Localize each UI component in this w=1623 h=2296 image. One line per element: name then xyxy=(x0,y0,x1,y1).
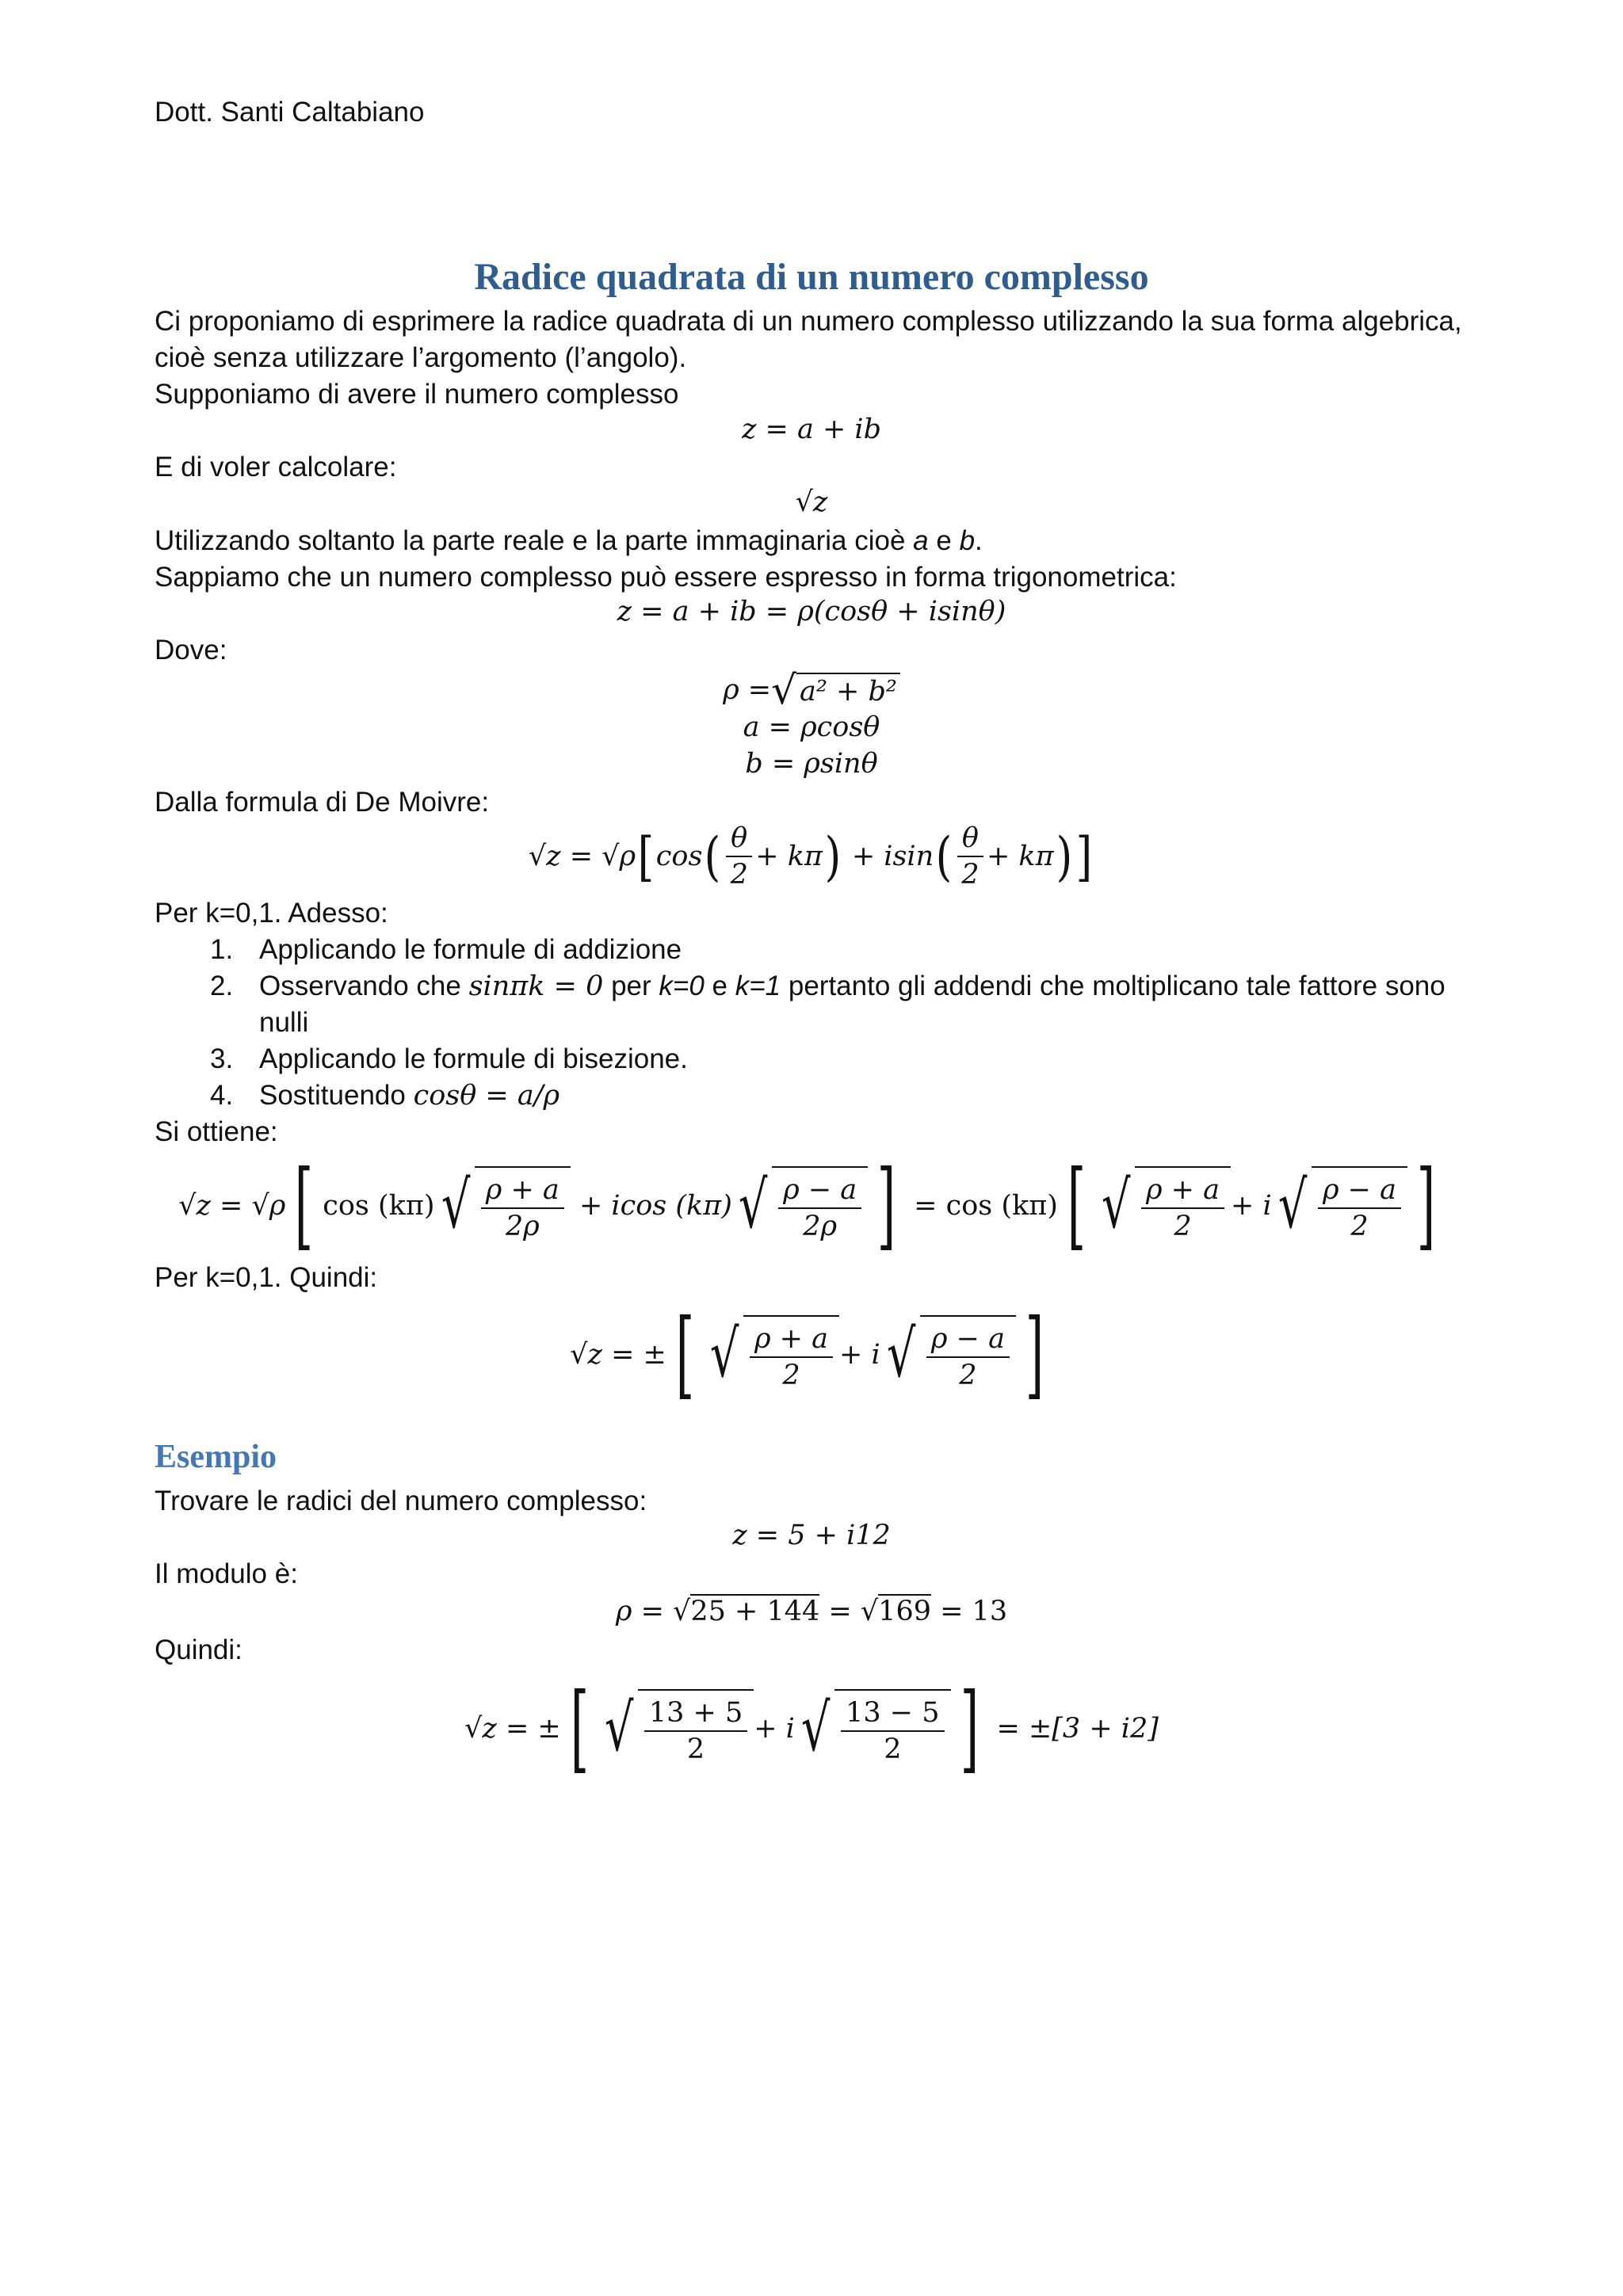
text-k-quindi: Per k=0,1. Quindi: xyxy=(155,1262,378,1293)
text-quindi: Quindi: xyxy=(155,1634,242,1665)
demoivre-lhs: √z = √ρ xyxy=(528,841,636,872)
period: . xyxy=(975,525,983,556)
ex-final-lhs: √z = ± xyxy=(464,1713,561,1745)
equation-final xyxy=(0,1299,1623,1410)
ex-rho-lhs: ρ = √ xyxy=(615,1596,691,1627)
word-e: e xyxy=(928,525,960,556)
intro-line-1: Ci proponiamo di esprimere la radice quadrata di un numero complesso utilizzando la sua forma algebrica, xyxy=(155,306,1462,337)
sqrt-13-minus-5: √ $\frac{13 - 5}{2}$ xyxy=(795,1689,951,1768)
paren-close-2: ) xyxy=(1056,826,1072,887)
demoivre-cos: cos xyxy=(655,841,703,872)
equation-example-rho xyxy=(0,1596,1623,1627)
math-sinpik: sinπk = 0 xyxy=(468,971,604,1002)
big-eq-cos: = cos (kπ) xyxy=(914,1190,1058,1222)
intro-line-2: cioè senza utilizzare l’argomento (l’angolo). xyxy=(155,342,687,373)
steps-list xyxy=(210,932,1445,1114)
text-si-ottiene: Si ottiene: xyxy=(155,1116,278,1147)
page-title: Radice quadrata di un numero complesso xyxy=(474,256,1149,298)
bracket-close-2: ] xyxy=(1416,1150,1436,1261)
equation-rho xyxy=(0,667,1623,713)
ex-rho-mid: = √ xyxy=(819,1596,879,1627)
sqrt-rho-plus-a-2: √ $\frac{\rho + a}{2}$ xyxy=(1095,1166,1231,1245)
paren-close: ) xyxy=(824,826,842,887)
big-lhs: √z = √ρ xyxy=(178,1190,286,1222)
bracket-close: ] xyxy=(960,1673,979,1783)
ex-final-plus-i: + i xyxy=(754,1713,795,1745)
fraction-theta-2: $\frac{\theta}{2}$ xyxy=(726,821,752,892)
equation-z: z = a + ib xyxy=(741,414,882,445)
bracket-open-2: [ xyxy=(1067,1150,1086,1261)
equation-trig: z = a + ib = ρ(cosθ + isinθ) xyxy=(617,596,1006,627)
demoivre-kpi-2: + kπ xyxy=(986,841,1054,872)
equation-sqrt-z: √z xyxy=(795,486,828,518)
ex-final-result: = ±[3 + i2] xyxy=(996,1713,1159,1745)
radical-sign: √ xyxy=(771,667,796,713)
final-lhs: √z = ± xyxy=(570,1339,666,1371)
text-trovare: Trovare le radici del numero complesso: xyxy=(155,1486,647,1516)
big-plus-i: + i xyxy=(1231,1190,1272,1222)
paren-open: ( xyxy=(704,826,721,887)
list-item: 1. Applicando le formule di addizione xyxy=(210,934,682,965)
section-heading-esempio: Esempio xyxy=(155,1439,277,1475)
sqrt-rho-minus-a-2rho: √ $\frac{\rho - a}{2\rho}$ xyxy=(732,1166,868,1245)
equation-big xyxy=(0,1150,1623,1261)
author-header: Dott. Santi Caltabiano xyxy=(155,97,425,128)
final-plus-i: + i xyxy=(839,1339,880,1371)
ex-rho-end: = 13 xyxy=(930,1596,1008,1627)
bracket-open: [ xyxy=(570,1673,589,1783)
equation-b: b = ρsinθ xyxy=(745,748,878,780)
equation-a: a = ρcosθ xyxy=(743,711,880,743)
eq-rho-lhs: ρ = xyxy=(723,674,772,706)
list-item: 4. Sostituendo cosθ = a/ρ xyxy=(210,1080,560,1112)
bracket-open: [ xyxy=(637,826,655,887)
paren-open-2: ( xyxy=(935,826,953,887)
text-modulo: Il modulo è: xyxy=(155,1558,298,1589)
intro-line-3: Supponiamo di avere il numero complesso xyxy=(155,379,679,410)
big-cos-kpi: cos (kπ) xyxy=(323,1190,435,1222)
list-item: 3. Applicando le formule di bisezione. xyxy=(210,1043,688,1074)
bracket-open: [ xyxy=(675,1299,694,1409)
text-demoivre: Dalla formula di De Moivre: xyxy=(155,787,490,818)
ex-rho-radicand-1: 25 + 144 xyxy=(690,1596,820,1627)
fraction-theta-2b: $\frac{\theta}{2}$ xyxy=(957,821,983,892)
demoivre-kpi: + kπ xyxy=(755,841,823,872)
text-dove: Dove: xyxy=(155,635,227,666)
sqrt-13-plus-5: √ $\frac{13 + 5}{2}$ xyxy=(598,1689,754,1768)
math-costheta: cosθ = a/ρ xyxy=(413,1080,560,1112)
list-item-continuation: nulli xyxy=(259,1007,309,1038)
demoivre-isin: + isin xyxy=(851,841,934,872)
equation-demoivre xyxy=(0,821,1623,892)
var-b: b xyxy=(959,525,976,556)
text-k-adesso: Per k=0,1. Adesso: xyxy=(155,898,388,929)
sqrt-final-plus: √ $\frac{\rho + a}{2}$ xyxy=(704,1315,839,1394)
bracket-open: [ xyxy=(295,1150,314,1261)
sqrt-rho-plus-a-2rho: √ $\frac{\rho + a}{2\rho}$ xyxy=(435,1166,571,1245)
big-icos-kpi: + icos (kπ) xyxy=(579,1190,732,1222)
eq-rho-radicand: a² + b² xyxy=(796,673,900,707)
text-trig: Sappiamo che un numero complesso può essere espresso in forma trigonometrica: xyxy=(155,562,1177,593)
sqrt-final-minus: √ $\frac{\rho - a}{2}$ xyxy=(880,1315,1016,1394)
text-calcolare: E di voler calcolare: xyxy=(155,452,397,482)
ex-rho-radicand-2: 169 xyxy=(878,1596,931,1627)
text-parts xyxy=(155,523,983,559)
equation-example-z: z = 5 + i12 xyxy=(732,1520,891,1551)
bracket-close: ] xyxy=(876,1150,896,1261)
var-a: a xyxy=(913,525,929,556)
bracket-close: ] xyxy=(1075,826,1093,887)
list-item: 2. Osservando che sinπk = 0 per k=0 e k=1 pertanto gli addendi che moltiplicano tale fattore sono xyxy=(210,971,1445,1002)
bracket-close: ] xyxy=(1025,1299,1044,1409)
equation-example-final xyxy=(0,1673,1623,1784)
sqrt-rho-minus-a-2: √ $\frac{\rho - a}{2}$ xyxy=(1272,1166,1407,1245)
text-parts-pre: Utilizzando soltanto la parte reale e la parte immaginaria cioè xyxy=(155,525,914,556)
